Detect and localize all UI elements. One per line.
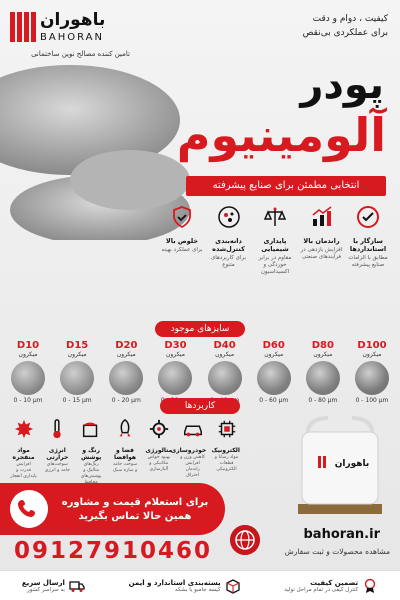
app-item (10, 418, 37, 478)
brand-subline: تامین کننده مصالح نوین ساختمانی (31, 50, 130, 58)
apps-row (10, 418, 240, 478)
powder-sample-icon (208, 361, 242, 395)
app-item (44, 418, 71, 478)
size-card[interactable] (106, 340, 146, 424)
size-range: 0 - 10 µm (13, 397, 43, 404)
size-code: D80 (311, 340, 334, 351)
product-title-line1: پودر (300, 62, 384, 108)
product-subtitle: انتخابی مطمئن برای صنایع پیشرفته (186, 176, 386, 196)
powder-sample-icon (109, 361, 143, 395)
feature-desc: برای کاربردهای متنوع (211, 255, 246, 268)
box-icon (225, 578, 241, 594)
footer-bar (0, 570, 400, 600)
chip-icon (216, 418, 238, 440)
features-row (160, 205, 390, 275)
feature-desc: افزایش بازدهی در فرآیندهای صنعتی (300, 247, 343, 260)
shield-check-icon (170, 205, 194, 229)
chart-up-icon (310, 205, 334, 229)
app-title: مواد منفجره (12, 447, 35, 461)
size-card[interactable] (254, 340, 294, 424)
feature-title: سازگار با استانداردها (349, 237, 387, 253)
size-code: D30 (164, 340, 187, 351)
car-icon (182, 418, 204, 440)
size-unit: میکرون (362, 351, 382, 358)
app-desc: مواد رسانا و قطعات الکترونیکی (214, 455, 239, 472)
feature-desc: مقاوم در برابر خوردگی و اکسیداسیون (258, 255, 292, 275)
footer-desc: کیسه جامبو یا بشکه (175, 586, 221, 593)
size-card[interactable] (8, 340, 48, 424)
rocket-icon (114, 418, 136, 440)
size-unit: میکرون (67, 351, 87, 358)
size-unit: میکرون (215, 351, 235, 358)
app-title: الکترونیک (211, 447, 240, 454)
app-item (112, 418, 139, 478)
size-code: D40 (213, 340, 236, 351)
powder-sample-icon (257, 361, 291, 395)
size-range: 0 - 60 µm (259, 397, 289, 404)
size-unit: میکرون (313, 351, 333, 358)
tagline-line2: برای عملکردی بی‌نقص (302, 28, 388, 38)
size-range: 0 - 100 µm (355, 397, 389, 404)
size-unit: میکرون (18, 351, 38, 358)
footer-title: بسته‌بندی استاندارد و ایمن (128, 578, 221, 587)
app-item (170, 418, 207, 478)
feature-item (253, 205, 297, 275)
feature-title: دانه‌بندی کنترل‌شده (212, 237, 245, 253)
size-code: D10 (16, 340, 40, 351)
product-title-line2: آلومینیوم (176, 108, 386, 162)
feature-title: خلوص بالا (165, 237, 199, 245)
size-unit: میکرون (264, 351, 284, 358)
feature-item (300, 205, 344, 275)
size-range: 0 - 80 µm (308, 397, 338, 404)
app-title: رنگ و پوشش (80, 447, 102, 461)
app-title: انرژی حرارتی (46, 447, 69, 461)
app-desc: رنگ‌های متالیک و پوشش‌های (80, 462, 102, 479)
size-card[interactable] (57, 340, 97, 424)
feature-desc: مطابق با الزامات صنایع پیشرفته (348, 255, 388, 268)
app-desc: سوخت جامد و سازه سبک (112, 462, 138, 473)
website-desc: مشاهده محصولات و ثبت سفارش (284, 547, 390, 556)
app-title: خودروسازی (170, 447, 207, 454)
contact-line2: همین حالا تماس بگیرید (78, 511, 192, 522)
contact-line1: برای استعلام قیمت و مشاوره (61, 497, 209, 508)
footer-item (284, 578, 378, 594)
brand-name-en: BAHORAN (40, 32, 104, 43)
footer-item (22, 578, 85, 594)
feature-title: پایداری شیمیایی (261, 237, 289, 253)
logo-bars-icon (10, 12, 36, 42)
thermometer-icon (46, 418, 68, 440)
bag-brand: باهوران (334, 459, 370, 469)
app-desc: افزایش قدرت و پایداری انفجار (10, 462, 37, 479)
size-range: 0 - 15 µm (62, 397, 92, 404)
tagline (238, 12, 388, 40)
website-url: bahoran.ir (303, 527, 380, 542)
apps-heading: کاربردها (160, 398, 240, 414)
footer-title: ارسال سریع (21, 578, 65, 587)
powder-sample-icon (11, 361, 45, 395)
size-unit: میکرون (165, 351, 185, 358)
product-bag-image (290, 412, 390, 522)
powder-sample-icon (158, 361, 192, 395)
size-code: D100 (357, 340, 387, 351)
feature-desc: برای عملکرد بهینه (161, 247, 203, 253)
granule-icon (217, 205, 241, 229)
powder-sample-icon (355, 361, 389, 395)
award-icon (362, 578, 378, 594)
phone-icon[interactable] (10, 490, 48, 528)
powder-sample-icon (306, 361, 340, 395)
app-item (78, 418, 105, 478)
gear-icon (148, 418, 170, 440)
sizes-heading: سایزهای موجود (155, 321, 245, 337)
size-code: D60 (262, 340, 285, 351)
paint-icon (80, 418, 102, 440)
size-code: D15 (66, 340, 89, 351)
phone-number[interactable]: 09127910460 (13, 538, 213, 564)
footer-desc: به سراسر کشور (27, 586, 65, 593)
footer-item (129, 578, 241, 594)
tagline-line1: کیفیت ، دوام و دقت (312, 14, 388, 24)
app-desc: سوخت‌های جامد و انرژی (44, 462, 70, 473)
explosion-icon (13, 418, 35, 440)
footer-title: تضمین کیفیت (310, 578, 359, 587)
app-item (213, 418, 240, 478)
check-circle-icon (356, 205, 380, 229)
feature-item (207, 205, 251, 275)
app-title: متالورژی (145, 447, 173, 454)
feature-item (160, 205, 204, 275)
feature-title: راندمان بالا (303, 237, 340, 245)
contact-text (55, 496, 215, 524)
size-unit: میکرون (116, 351, 136, 358)
size-range: 0 - 20 µm (111, 397, 141, 404)
app-desc: کاهش وزن و افزایش راندمان احتراق (180, 455, 206, 478)
truck-icon (69, 578, 85, 594)
app-desc: بهبود خواص مکانیکی و آلیاژسازی (147, 455, 171, 472)
scale-icon (263, 205, 287, 229)
feature-item (346, 205, 390, 275)
footer-desc: کنترل کیفی در تمام مراحل تولید (284, 586, 359, 593)
website-link[interactable] (225, 525, 390, 567)
brand-name-fa: باهوران (40, 10, 106, 30)
app-title: فضا و هوافضا (113, 447, 137, 461)
powder-sample-icon (60, 361, 94, 395)
app-item (145, 418, 172, 478)
size-code: D20 (115, 340, 138, 351)
